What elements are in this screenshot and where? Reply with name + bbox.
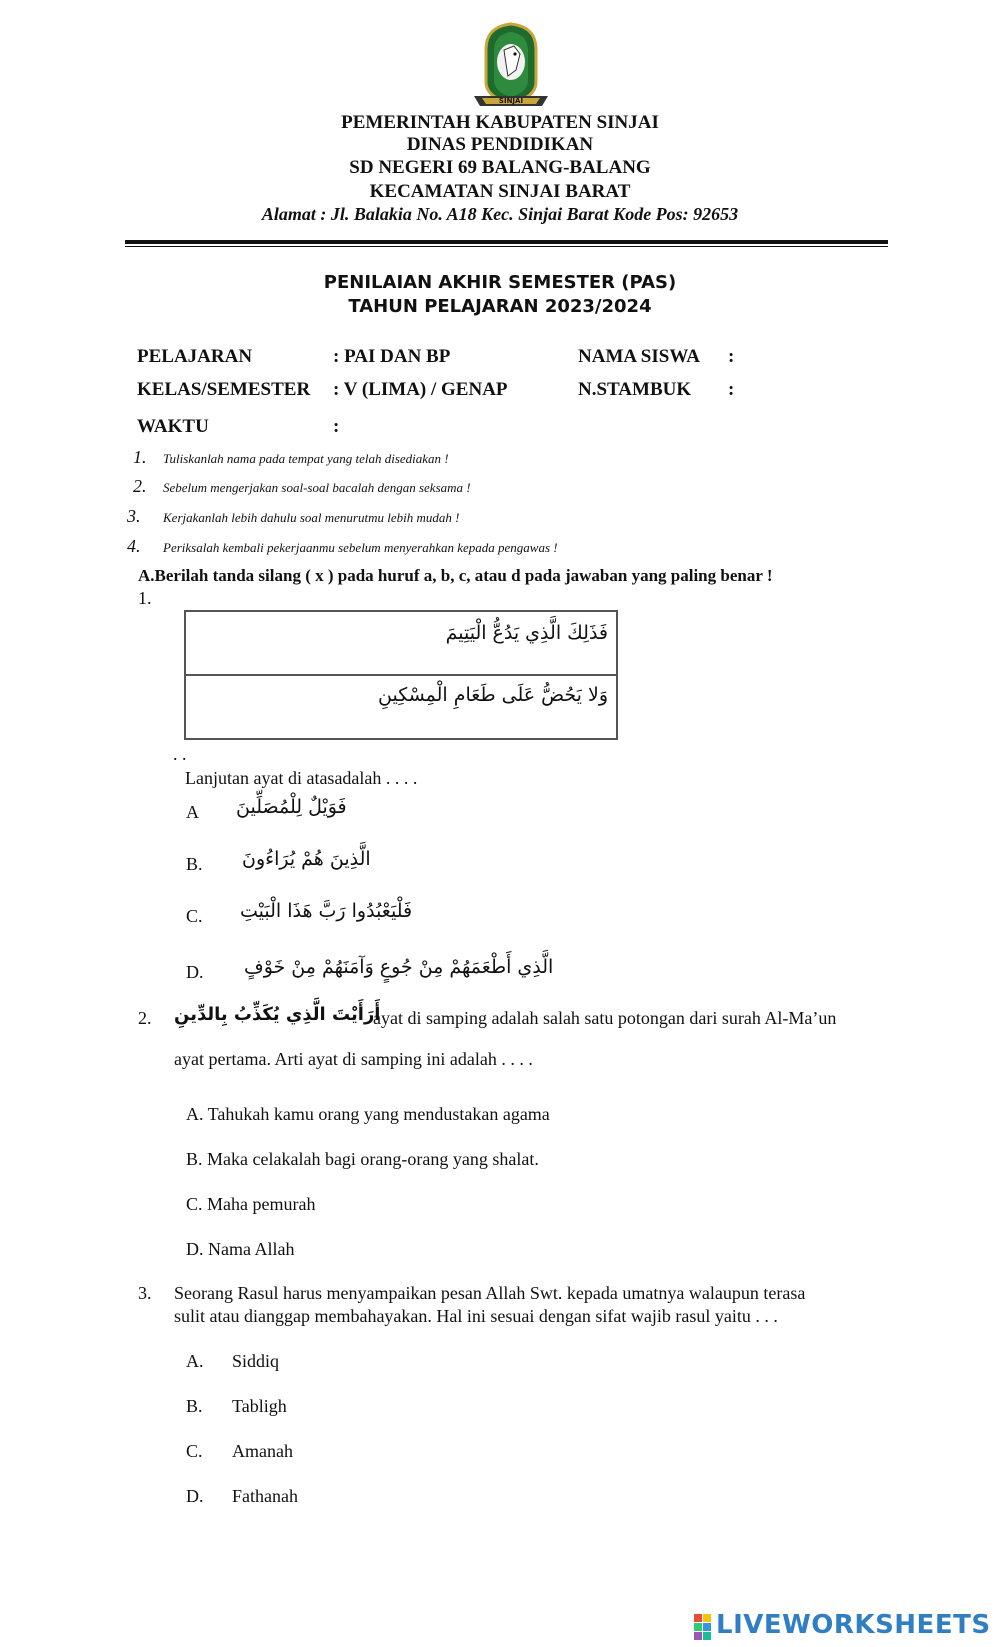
instruction-text: Sebelum mengerjakan soal-soal bacalah dengan seksama ! [163, 480, 471, 495]
q1-option-b[interactable]: الَّذِينَ هُمْ يُرَاءُونَ [242, 848, 371, 870]
instruction-text: Kerjakanlah lebih dahulu soal menurutmu lebih mudah ! [163, 510, 460, 525]
pelajaran-value: : PAI DAN BP [333, 346, 451, 367]
q2-option-a[interactable]: A. Tahukah kamu orang yang mendustakan agama [186, 1104, 550, 1124]
header-line-2: DINAS PENDIDIKAN [406, 134, 594, 155]
instruction-text: Periksalah kembali pekerjaanmu sebelum menyerahkan kepada pengawas ! [163, 540, 558, 555]
q3-option-letter[interactable]: C. [186, 1441, 203, 1461]
q3-number: 3. [138, 1283, 152, 1303]
q3-stem-line-2: sulit atau dianggap membahayakan. Hal ini sesuai dengan sifat wajib rasul yaitu . . . [174, 1306, 778, 1326]
q3-option-d[interactable]: Fathanah [232, 1486, 298, 1506]
q1-option-letter[interactable]: C. [186, 906, 203, 926]
q2-option-c[interactable]: C. Maha pemurah [186, 1194, 316, 1214]
q1-ayat-2: وَلا يَحُضُّ عَلَى طَعَامِ الْمِسْكِينِ [378, 684, 608, 706]
header-address: Alamat : Jl. Balakia No. A18 Kec. Sinjai Barat Kode Pos: 92653 [261, 204, 739, 224]
q1-option-a[interactable]: فَوَيْلٌ لِلْمُصَلِّينَ [236, 796, 347, 818]
q1-stem: Lanjutan ayat di atasadalah . . . . [185, 768, 418, 788]
q3-stem-line-1: Seorang Rasul harus menyampaikan pesan Allah Swt. kepada umatnya walaupun terasa [174, 1283, 806, 1303]
instruction-num: 1. [133, 447, 147, 467]
exam-title: PENILAIAN AKHIR SEMESTER (PAS) [323, 272, 677, 293]
q3-option-letter[interactable]: A. [186, 1351, 204, 1371]
instruction-num: 3. [127, 506, 141, 526]
exam-year: TAHUN PELAJARAN 2023/2024 [348, 296, 652, 317]
q3-option-b[interactable]: Tabligh [232, 1396, 287, 1416]
q1-option-c[interactable]: فَلْيَعْبُدُوا رَبَّ هَذَا الْبَيْتِ [240, 900, 413, 922]
q1-number: 1. [138, 588, 152, 608]
stambuk-label: N.STAMBUK [578, 379, 692, 400]
school-logo [466, 20, 556, 112]
waktu-label: WAKTU [137, 416, 209, 437]
header-divider-thin [125, 246, 888, 247]
kelas-value: : V (LIMA) / GENAP [333, 379, 508, 400]
liveworksheets-watermark [694, 1608, 994, 1642]
section-a-instruction: A.Berilah tanda silang ( x ) pada huruf a, b, c, atau d pada jawaban yang paling benar ! [138, 566, 773, 585]
q3-option-letter[interactable]: D. [186, 1486, 204, 1506]
header-line-4: KECAMATAN SINJAI BARAT [369, 181, 631, 202]
q3-option-letter[interactable]: B. [186, 1396, 203, 1416]
q1-ayat-box-1 [184, 610, 618, 676]
q3-option-a[interactable]: Siddiq [232, 1351, 280, 1371]
header-divider-thick [125, 240, 888, 244]
q1-ayat-box-2 [184, 674, 618, 740]
q1-option-letter[interactable]: A [186, 802, 199, 822]
q2-number: 2. [138, 1008, 152, 1028]
q1-dots: . . [173, 744, 187, 764]
q1-option-d[interactable]: الَّذِي أَطْعَمَهُمْ مِنْ جُوعٍ وَآمَنَهُمْ مِنْ خَوْفٍ [244, 956, 554, 978]
kelas-label: KELAS/SEMESTER [137, 379, 311, 400]
q3-option-c[interactable]: Amanah [232, 1441, 293, 1461]
header-line-3: SD NEGERI 69 BALANG-BALANG [349, 157, 651, 178]
instruction-num: 4. [127, 536, 141, 556]
header-line-1: PEMERINTAH KABUPATEN SINJAI [341, 112, 659, 133]
q1-option-letter[interactable]: D. [186, 962, 204, 982]
watermark-text: LIVEWORKSHEETS [716, 1610, 991, 1640]
q2-option-b[interactable]: B. Maka celakalah bagi orang-orang yang shalat. [186, 1149, 539, 1169]
nama-siswa-field[interactable]: : [728, 346, 735, 367]
q2-ayat: أَرَأَيْتَ الَّذِي يُكَذِّبُ بِالدِّينِ [174, 1004, 381, 1025]
waktu-value: : [333, 416, 340, 437]
instruction-num: 2. [133, 476, 147, 496]
q2-stem-line-2: ayat pertama. Arti ayat di samping ini adalah . . . . [174, 1049, 533, 1069]
q1-ayat-1: فَذَلِكَ الَّذِي يَدُعُّ الْيَتِيمَ [445, 622, 608, 644]
q2-option-d[interactable]: D. Nama Allah [186, 1239, 295, 1259]
nama-siswa-label: NAMA SISWA [578, 346, 700, 367]
q1-option-letter[interactable]: B. [186, 854, 203, 874]
instruction-text: Tuliskanlah nama pada tempat yang telah disediakan ! [163, 451, 449, 466]
stambuk-field[interactable]: : [728, 379, 735, 400]
pelajaran-label: PELAJARAN [137, 346, 253, 367]
logo-label: SINJAI [498, 97, 524, 105]
q2-stem-line-1: ayat di samping adalah salah satu potongan dari surah Al-Ma’un [373, 1008, 837, 1028]
